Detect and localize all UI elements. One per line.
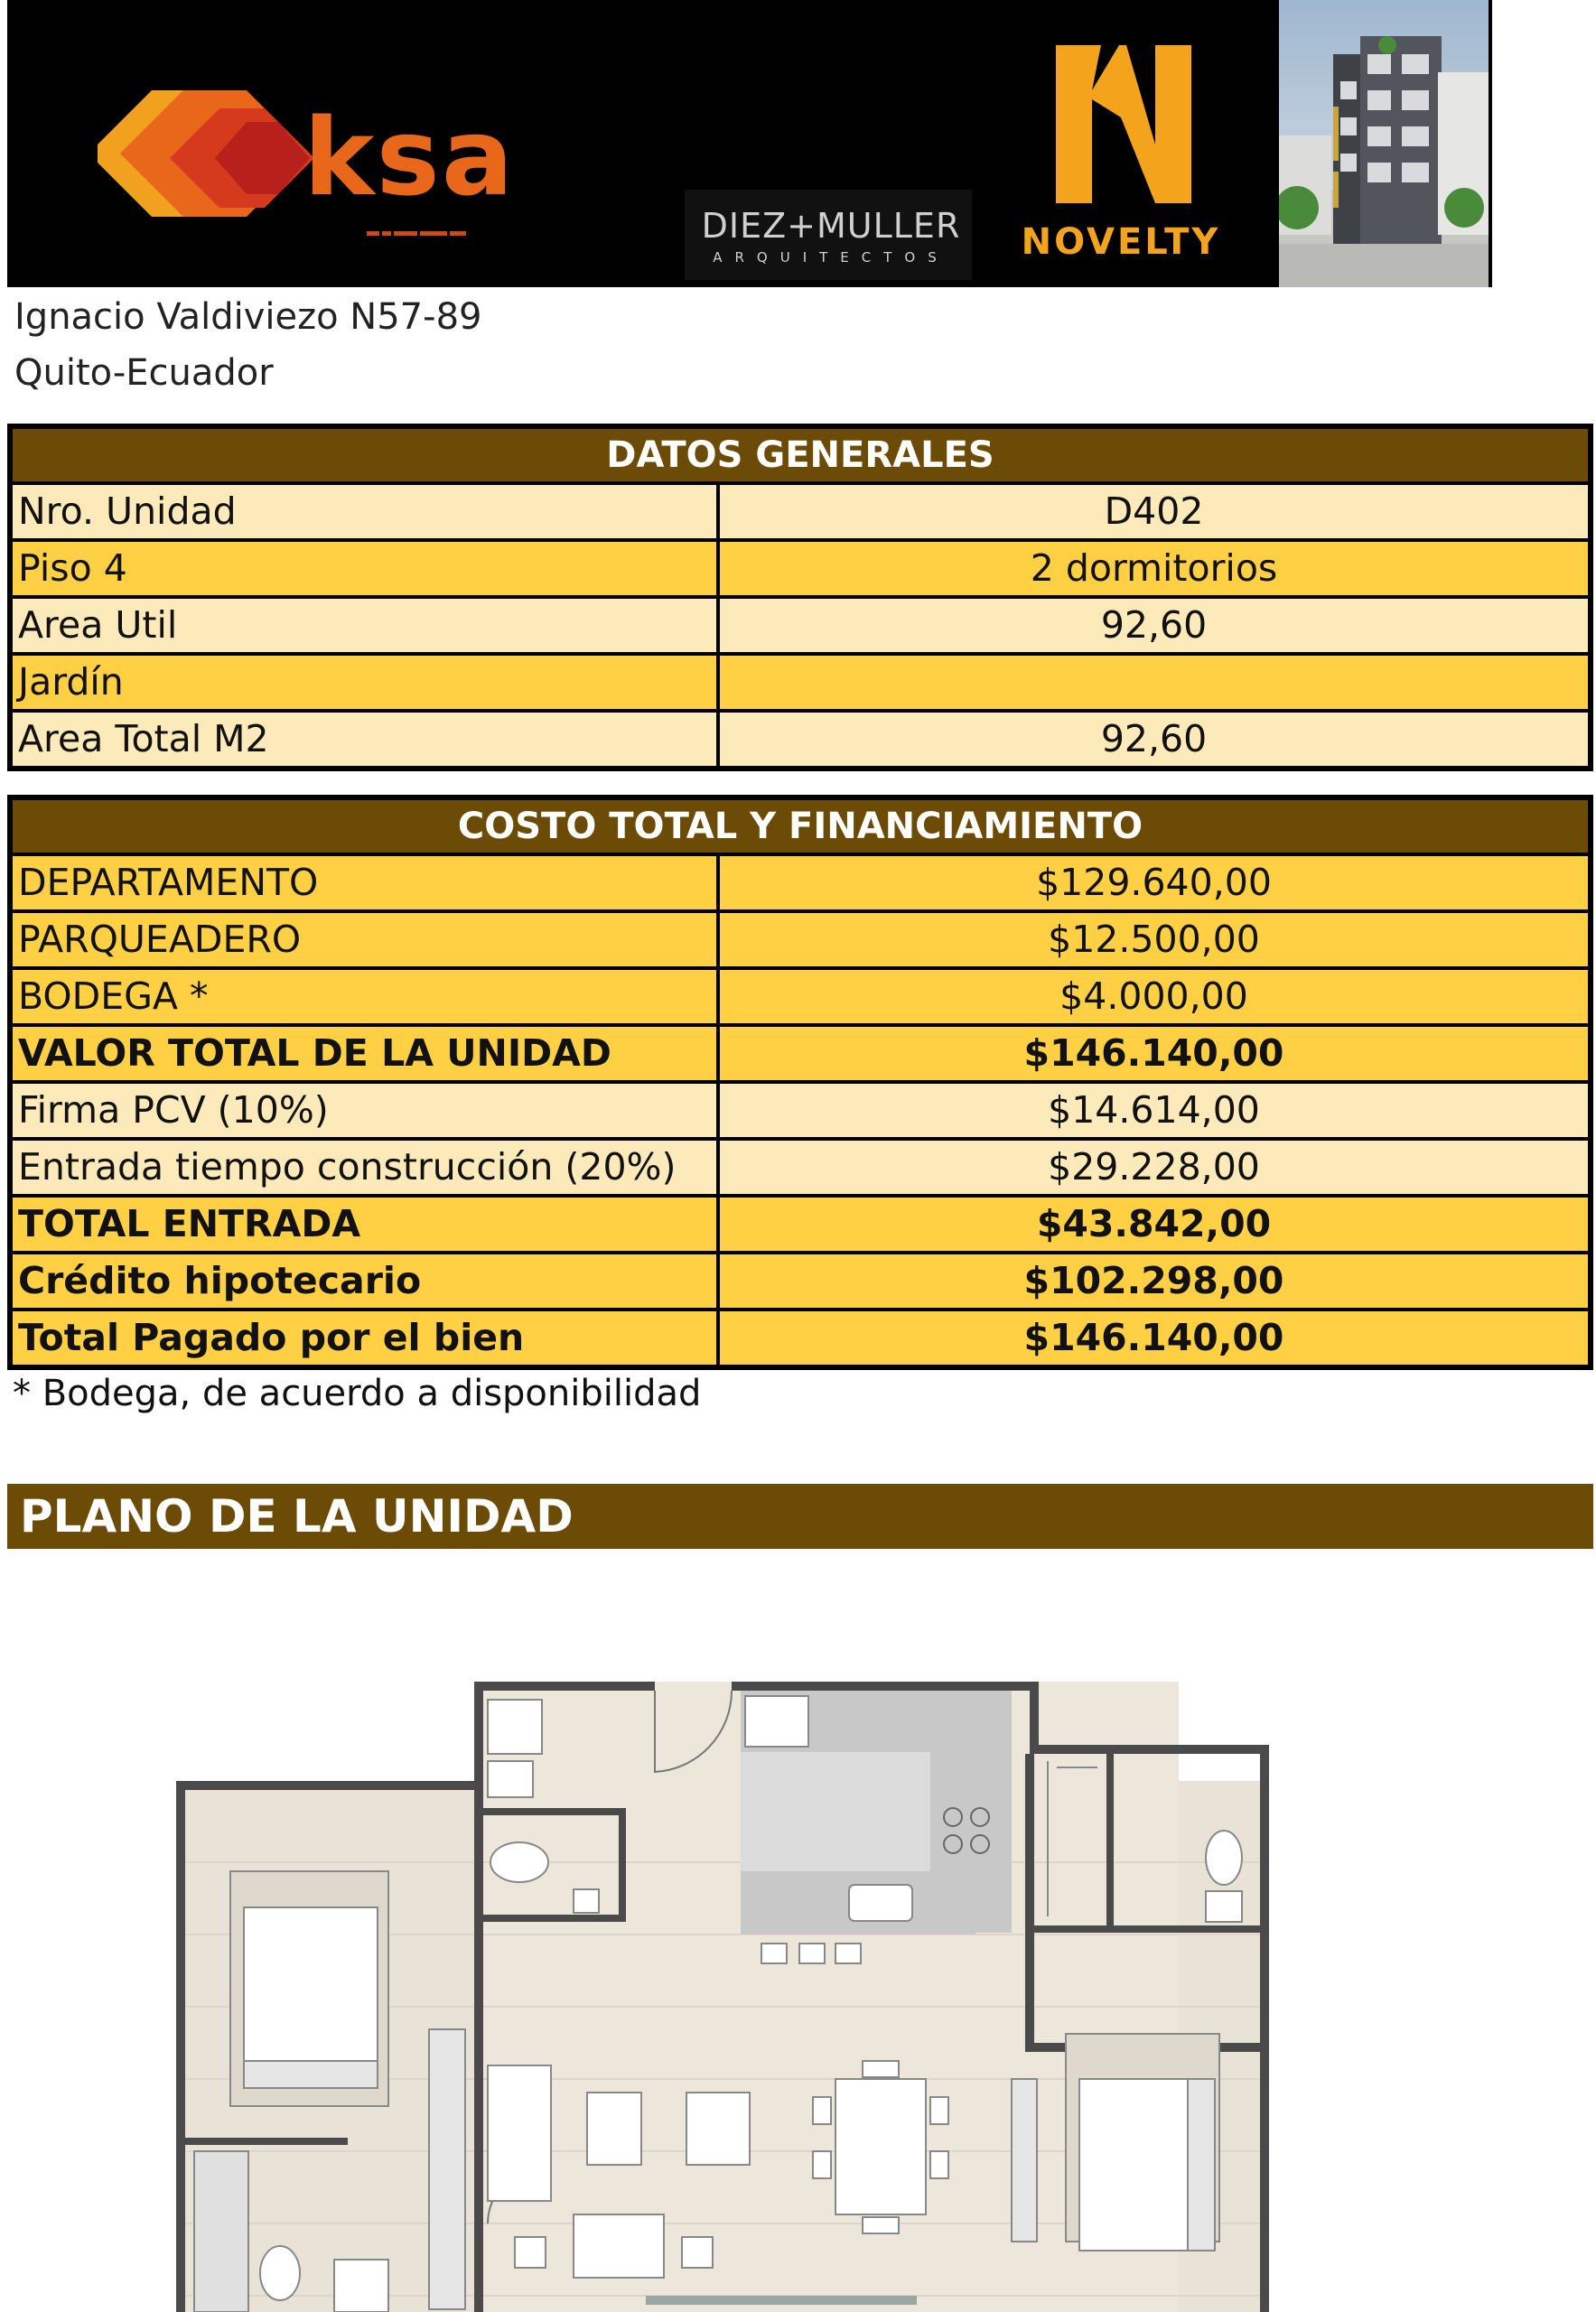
table-row — [13, 656, 1588, 709]
row-value: $12.500,00 — [720, 913, 1588, 966]
row-label: Area Total M2 — [13, 713, 716, 766]
table-row — [13, 1027, 1588, 1080]
row-value: $146.140,00 — [720, 1311, 1588, 1365]
bodega-footnote: * Bodega, de acuerdo a disponibilidad — [13, 1373, 702, 1414]
table-row — [13, 970, 1588, 1023]
table-row — [13, 713, 1588, 766]
table-row — [13, 1311, 1588, 1365]
datos-generales-title: DATOS GENERALES — [13, 429, 1588, 481]
architect-name: DIEZ+MULLER — [701, 206, 961, 246]
ksa-logo-text: ksa — [303, 95, 516, 219]
table-row — [13, 1198, 1588, 1251]
row-label: Total Pagado por el bien — [13, 1311, 716, 1365]
row-label: PARQUEADERO — [13, 913, 716, 966]
datos-generales-table — [7, 424, 1593, 771]
table-row — [13, 542, 1588, 595]
table-row — [13, 856, 1588, 909]
novelty-logo — [972, 0, 1270, 287]
table-row — [13, 485, 1588, 538]
row-label: Firma PCV (10%) — [13, 1084, 716, 1137]
building-render-image — [1279, 0, 1489, 287]
diez-muller-logo — [685, 190, 977, 280]
costo-title: COSTO TOTAL Y FINANCIAMIENTO — [13, 800, 1588, 853]
row-value: $129.640,00 — [720, 856, 1588, 909]
row-label: TOTAL ENTRADA — [13, 1198, 716, 1251]
ksa-tagline-mark — [367, 222, 484, 229]
row-value: 2 dormitorios — [720, 542, 1588, 595]
row-label: Jardín — [13, 656, 716, 709]
table-row — [13, 913, 1588, 966]
floor-plan-image — [176, 1682, 1278, 2312]
address-line-1: Ignacio Valdiviezo N57-89 — [14, 296, 482, 338]
row-value: 92,60 — [720, 599, 1588, 652]
address-line-2: Quito-Ecuador — [14, 352, 274, 394]
plan-header — [7, 1484, 1593, 1549]
row-value: $29.228,00 — [720, 1141, 1588, 1194]
project-name: NOVELTY — [1021, 221, 1221, 263]
row-label: Area Util — [13, 599, 716, 652]
row-label: Entrada tiempo construcción (20%) — [13, 1141, 716, 1194]
row-label: Crédito hipotecario — [13, 1254, 716, 1308]
header-banner — [7, 0, 1492, 287]
plan-title: PLANO DE LA UNIDAD — [20, 1490, 574, 1543]
row-value: $4.000,00 — [720, 970, 1588, 1023]
table-row — [13, 599, 1588, 652]
costo-financiamiento-table — [7, 795, 1593, 1370]
table-row — [13, 1254, 1588, 1308]
row-label: BODEGA * — [13, 970, 716, 1023]
architect-subtitle: ARQUITECTOS — [713, 249, 949, 266]
row-value: 92,60 — [720, 713, 1588, 766]
row-label: Nro. Unidad — [13, 485, 716, 538]
row-value: $102.298,00 — [720, 1254, 1588, 1308]
row-value: $146.140,00 — [720, 1027, 1588, 1080]
row-value: D402 — [720, 485, 1588, 538]
table-row — [13, 1141, 1588, 1194]
row-value: $14.614,00 — [720, 1084, 1588, 1137]
row-label: Piso 4 — [13, 542, 716, 595]
novelty-n-icon — [1056, 45, 1191, 203]
row-label: DEPARTAMENTO — [13, 856, 716, 909]
table-row — [13, 1084, 1588, 1137]
row-value: $43.842,00 — [720, 1198, 1588, 1251]
row-label: VALOR TOTAL DE LA UNIDAD — [13, 1027, 716, 1080]
row-value — [720, 656, 1588, 709]
